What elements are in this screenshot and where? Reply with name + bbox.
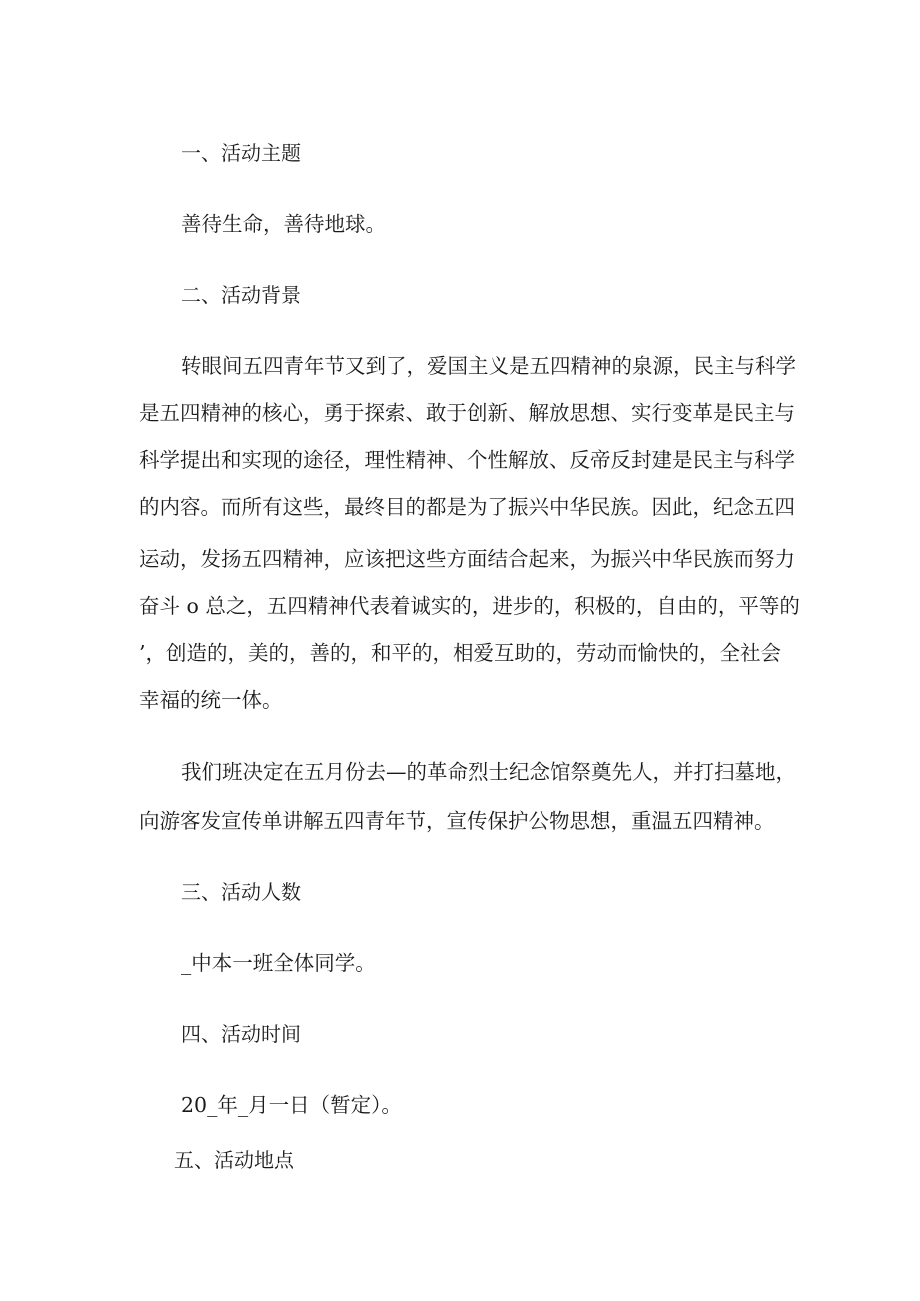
- section-3-text: _中本一班全体同学。: [181, 951, 376, 975]
- paragraph-line: 转眼间五四青年节又到了，爱国主义是五四精神的泉源，民主与科学: [181, 354, 796, 378]
- paragraph-line: 向游客发宣传单讲解五四青年节，宣传保护公物思想，重温五四精神。: [139, 809, 775, 833]
- section-5-heading: 五、活动地点: [174, 1148, 294, 1172]
- section-4-text: 20_年_月一日（暂定）。: [181, 1093, 402, 1117]
- paragraph-line: 我们班决定在五月份去—的革命烈士纪念馆祭奠先人，并打扫墓地，: [181, 760, 796, 784]
- paragraph-line: 的内容。而所有这些，最终目的都是为了振兴中华民族。因此，纪念五四: [139, 495, 795, 519]
- section-1-text: 善待生命，善待地球。: [181, 212, 386, 236]
- paragraph-line: 是五四精神的核心，勇于探索、敢于创新、解放思想、实行变革是民主与: [139, 401, 795, 425]
- section-2-heading: 二、活动背景: [181, 283, 301, 307]
- section-1-heading: 一、活动主题: [181, 141, 301, 165]
- paragraph-line: 科学提出和实现的途径，理性精神、个性解放、反帝反封建是民主与科学: [139, 448, 795, 472]
- section-3-heading: 三、活动人数: [181, 880, 301, 904]
- section-4-heading: 四、活动时间: [181, 1022, 301, 1046]
- paragraph-line: 奋斗 o 总之，五四精神代表着诚实的，进步的，积极的，自由的，平等的: [139, 594, 800, 618]
- paragraph-line: ’，创造的，美的，善的，和平的，相爱互助的，劳动而愉快的，全社会: [139, 641, 782, 665]
- paragraph-line: 幸福的统一体。: [139, 688, 283, 712]
- paragraph-line: 运动，发扬五四精神，应该把这些方面结合起来，为振兴中华民族而努力: [139, 547, 795, 571]
